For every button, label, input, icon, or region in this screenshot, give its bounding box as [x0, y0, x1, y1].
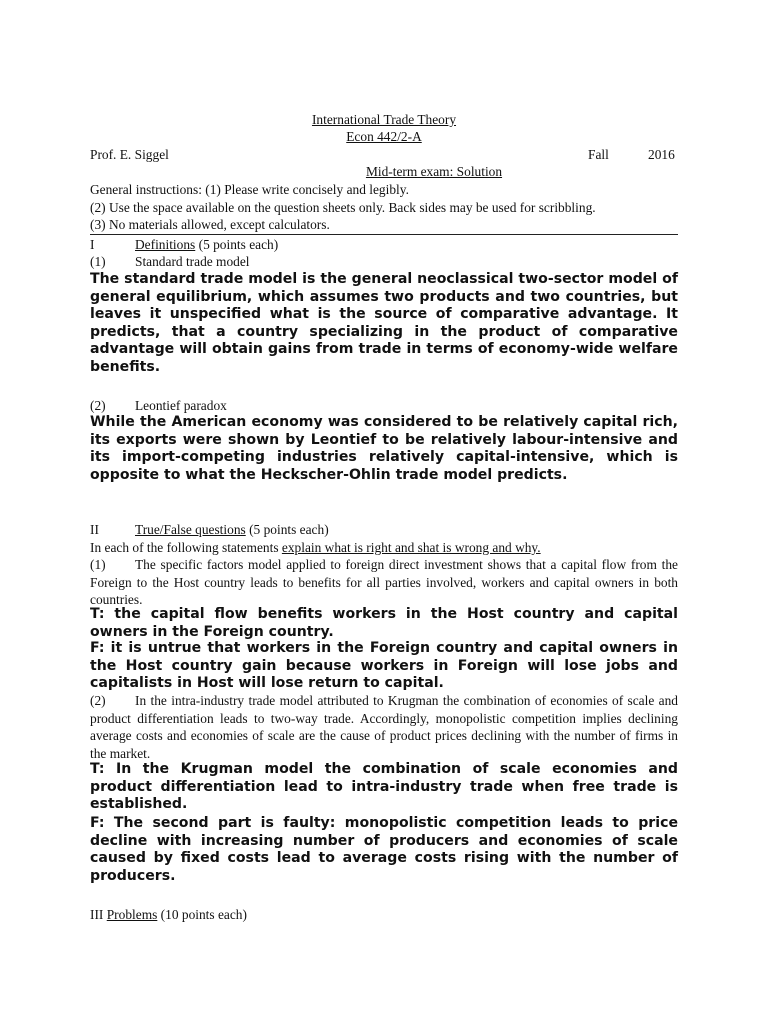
section-1-points: (5 points each) [195, 237, 279, 252]
tf-answer-2-false: F: The second part is faulty: monopolistic competition leads to price decline with increasing number of producers and economies of scale caused by fixed costs lead to average costs rising with the number of producers. [90, 815, 678, 884]
question-2-title: Leontief paradox [135, 398, 227, 413]
section-2-intro [90, 539, 541, 557]
instruction-line-3: (3) No materials allowed, except calculators. [90, 217, 330, 232]
tf-answer-1-false: F: it is untrue that workers in the Foreign country and capital owners in the Host country gain because workers in Foreign will lose jobs and capitalists in Host will lose return to capital. [90, 640, 678, 692]
professor-name: Prof. E. Siggel [90, 147, 169, 162]
section-1-heading [90, 236, 278, 254]
section-1-title: Definitions [135, 237, 196, 252]
horizontal-divider [90, 234, 678, 235]
tf-question-1 [90, 556, 678, 609]
section-2-intro-text: In each of the following statements [90, 540, 282, 555]
question-2-heading [90, 397, 227, 415]
section-3-numeral: III [90, 907, 107, 922]
section-3-heading [90, 906, 247, 924]
section-3-title: Problems [106, 907, 158, 922]
tf-answer-1-true: T: the capital flow benefits workers in the Host country and capital owners in the Foreign country. [90, 606, 678, 640]
question-2-number: (2) [90, 398, 106, 413]
course-title: International Trade Theory [311, 112, 457, 127]
tf-question-1-number: (1) [90, 557, 106, 572]
tf-question-2-number: (2) [90, 693, 106, 708]
question-1-heading [90, 253, 250, 271]
tf-question-1-text: The specific factors model applied to foreign direct investment shows that a capital flow from the Foreign to the Host country leads to benefits for all parties involved, workers and capital owners in both countries. [90, 557, 678, 608]
section-2-numeral: II [90, 522, 99, 537]
section-2-points: (5 points each) [245, 522, 329, 537]
term: Fall [588, 147, 609, 162]
year: 2016 [648, 147, 675, 162]
section-2-heading [90, 521, 329, 539]
answer-standard-trade-model: The standard trade model is the general neoclassical two-sector model of general equilibrium, which assumes two products and two countries, but leaves it unspecified what is the source of comparative advantage. It predicts, that a country specializing in the product of comparative advantage will obtain gains from trade in terms of economy-wide welfare benefits. [90, 271, 678, 375]
question-1-title: Standard trade model [135, 254, 250, 269]
section-3-points: (10 points each) [157, 907, 247, 922]
instruction-line-2: (2) Use the space available on the question sheets only. Back sides may be used for scribbling. [90, 200, 596, 215]
question-1-number: (1) [90, 254, 106, 269]
section-1-numeral: I [90, 237, 95, 252]
answer-leontief-paradox: While the American economy was considered to be relatively capital rich, its exports were shown by Leontief to be relatively labour-intensive and its import-competing industries relatively capital-intensive, which is opposite to what the Heckscher-Ohlin trade model predicts. [90, 414, 678, 483]
course-code: Econ 442/2-A [346, 129, 422, 144]
tf-question-2 [90, 692, 678, 762]
exam-title: Mid-term exam: Solution [365, 164, 503, 179]
tf-answer-2-true: T: In the Krugman model the combination of scale economies and product differentiation lead to intra-industry trade when free trade is established. [90, 761, 678, 813]
tf-question-2-text: In the intra-industry trade model attributed to Krugman the combination of economies of scale and product differentiation leads to two-way trade. Accordingly, monopolistic competition implies declining average costs and economies of scale are the cause of product prices declining with the number of firms in the market. [90, 693, 678, 761]
section-2-intro-emphasis: explain what is right and shat is wrong and why. [281, 540, 541, 555]
section-2-title: True/False questions [135, 522, 246, 537]
instruction-line-1: General instructions: (1) Please write concisely and legibly. [90, 182, 409, 197]
